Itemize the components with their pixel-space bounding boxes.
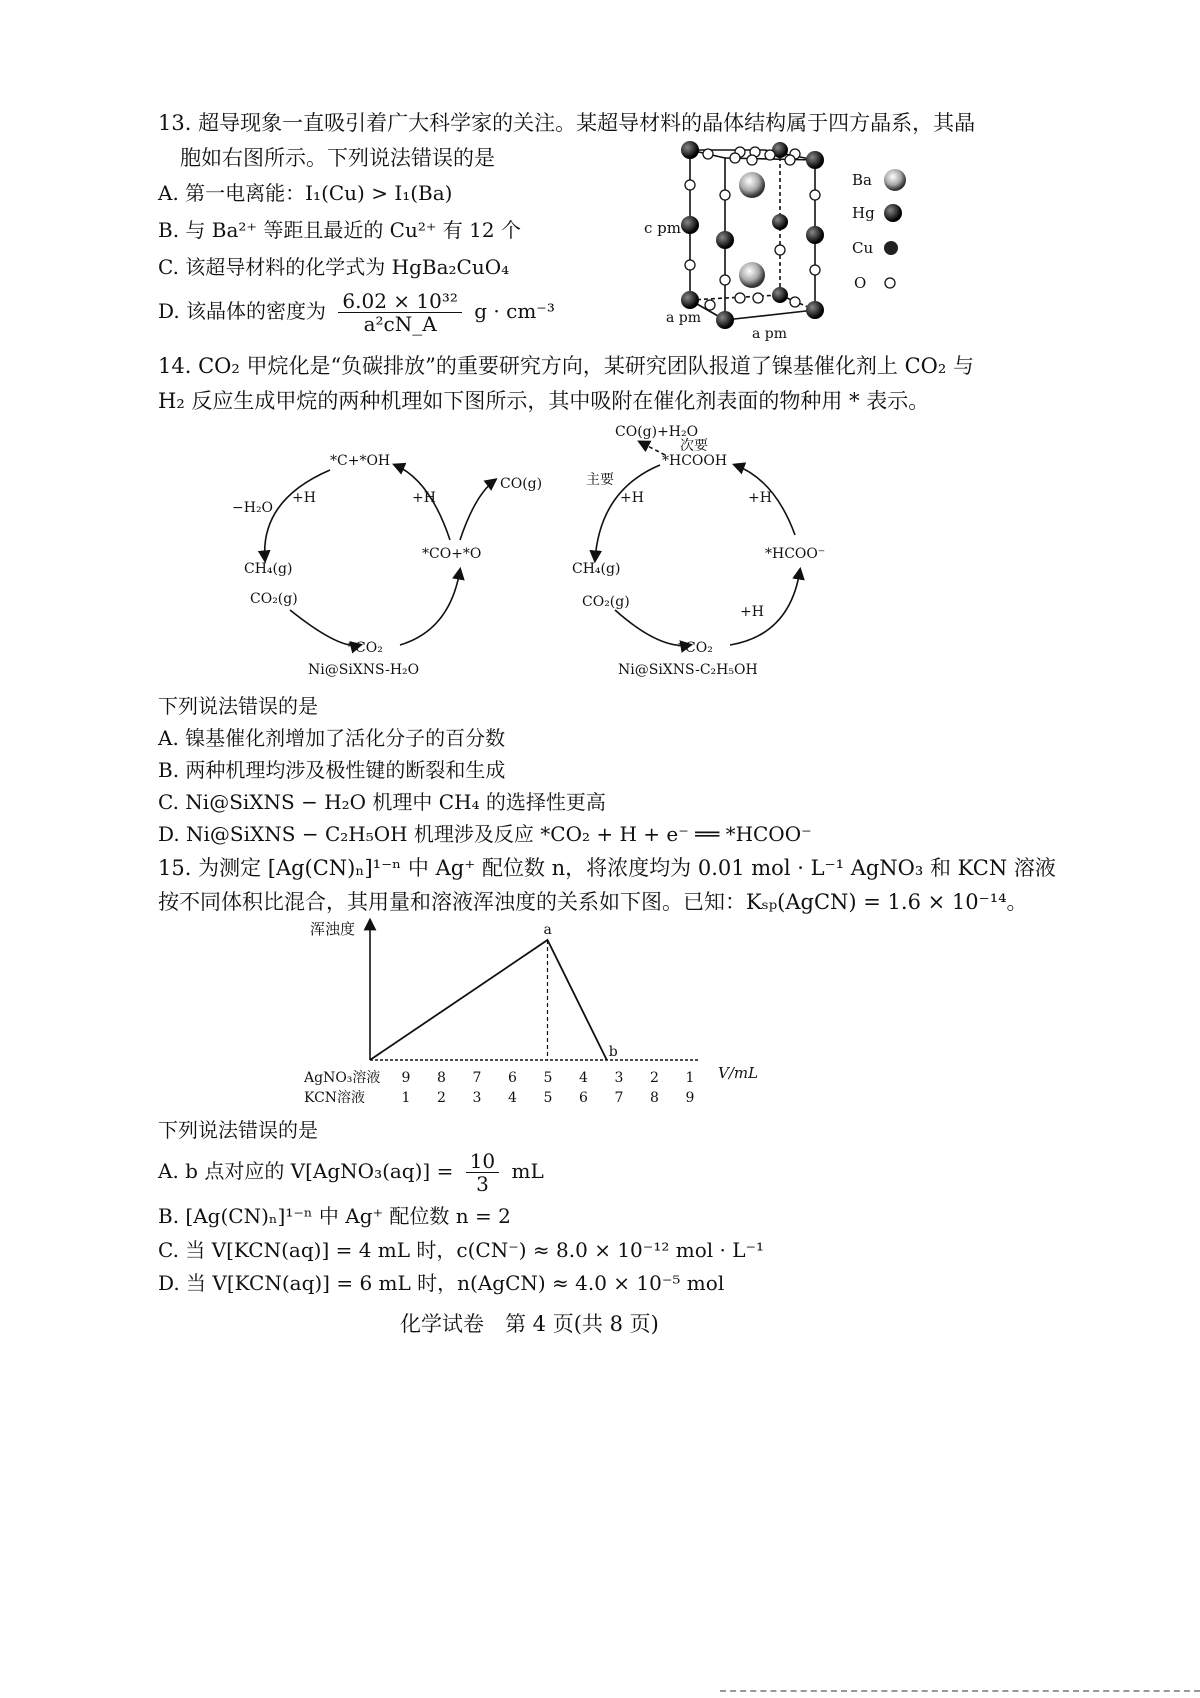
q13-option-c: C. 该超导材料的化学式为 HgBa₂CuO₄ (158, 255, 510, 279)
q14-option-c: C. Ni@SiXNS − H₂O 机理中 CH₄ 的选择性更高 (158, 790, 606, 814)
right-plus-h-2: +H (748, 490, 772, 506)
agno3-tick-label: 2 (650, 1070, 659, 1086)
left-top-species: *C+*OH (330, 453, 391, 469)
left-plus-h-1: +H (292, 490, 316, 506)
left-co2-gas: CO₂(g) (250, 591, 298, 607)
kcn-tick-label: 4 (508, 1090, 517, 1106)
right-co2-gas: CO₂(g) (582, 594, 630, 610)
q13-option-d-prefix: D. 该晶体的密度为 (158, 299, 327, 323)
q15-option-a-denominator: 3 (476, 1172, 489, 1196)
agno3-tick-label: 3 (614, 1070, 624, 1086)
hg-atoms (681, 141, 824, 329)
q15-option-a-numerator: 10 (466, 1150, 499, 1173)
q15-prompt: 下列说法错误的是 (158, 1118, 318, 1142)
q15-option-a-prefix: A. b 点对应的 V[AgNO₃(aq)] = (158, 1159, 454, 1183)
legend-ba-icon (884, 169, 906, 191)
q13-density-fraction (338, 290, 462, 335)
right-catalyst: Ni@SiXNS-C₂H₅OH (618, 662, 758, 678)
q14-prompt: 下列说法错误的是 (158, 694, 318, 718)
right-plus-h-3: +H (740, 604, 764, 620)
kcn-tick-label: 3 (472, 1090, 482, 1106)
right-minor-label: 次要 (680, 438, 708, 454)
kcn-tick-label: 1 (401, 1090, 411, 1106)
right-co2-adsorbed: *CO₂ (678, 640, 713, 656)
right-cycle-arrows (595, 442, 800, 646)
q13-option-a: A. 第一电离能：I₁(Cu) > I₁(Ba) (158, 181, 453, 205)
bottom-dashed-rule (720, 1690, 1200, 1692)
turbidity-curve (370, 940, 607, 1060)
q15-option-a (158, 1150, 544, 1195)
right-plus-h-1: +H (620, 490, 644, 506)
q15-turbidity-chart (300, 912, 780, 1112)
q13-unit-cell-figure (640, 130, 940, 345)
c-pm-label: c pm (644, 219, 681, 237)
legend-o-icon (885, 278, 895, 288)
q14-stem-line1: 14. CO₂ 甲烷化是“负碳排放”的重要研究方向，某研究团队报道了镍基催化剂上 CO₂ 与 (158, 354, 974, 378)
left-co2-adsorbed: *CO₂ (348, 640, 383, 656)
a-pm-label-left: a pm (666, 310, 702, 326)
q14-option-b: B. 两种机理均涉及极性键的断裂和生成 (158, 758, 506, 782)
right-major-label: 主要 (586, 472, 614, 488)
q13-stem-line2: 胞如右图所示。下列说法错误的是 (180, 146, 495, 170)
point-a-label: a (543, 922, 552, 938)
kcn-row-label: KCN溶液 (304, 1090, 366, 1106)
left-plus-h-2: +H (412, 490, 436, 506)
legend-ba-label: Ba (852, 171, 872, 189)
left-minus-h2o: −H₂O (232, 500, 274, 516)
q13-option-b: B. 与 Ba²⁺ 等距且最近的 Cu²⁺ 有 12 个 (158, 218, 521, 242)
agno3-tick-labels (402, 1070, 695, 1086)
agno3-tick-label: 8 (437, 1070, 446, 1086)
kcn-tick-label: 9 (685, 1090, 695, 1106)
right-ch4: CH₄(g) (572, 561, 621, 577)
legend-hg-icon (884, 204, 902, 222)
q14-option-d: D. Ni@SiXNS − C₂H₅OH 机理涉及反应 *CO₂ + H + e⁻ ══ *HCOO⁻ (158, 822, 812, 846)
left-co-o: *CO+*O (422, 546, 482, 562)
left-co-gas: CO(g) (500, 476, 543, 492)
right-hcoo: *HCOO⁻ (765, 546, 826, 562)
q15-option-c: C. 当 V[KCN(aq)] = 4 mL 时，c(CN⁻) ≈ 8.0 × 10⁻¹² mol · L⁻¹ (158, 1238, 765, 1262)
agno3-row-label: AgNO₃溶液 (304, 1070, 381, 1086)
q13-stem-line1: 13. 超导现象一直吸引着广大科学家的关注。某超导材料的晶体结构属于四方晶系，其晶 (158, 111, 976, 135)
left-catalyst: Ni@SiXNS-H₂O (308, 662, 420, 678)
agno3-tick-label: 4 (579, 1070, 588, 1086)
agno3-tick-label: 5 (543, 1070, 553, 1086)
q13-option-d (158, 290, 555, 335)
legend-cu-icon (884, 241, 898, 255)
q15-stem-line1: 15. 为测定 [Ag(CN)ₙ]¹⁻ⁿ 中 Ag⁺ 配位数 n，将浓度均为 0.01 mol · L⁻¹ AgNO₃ 和 KCN 溶液 (158, 856, 1056, 880)
kcn-tick-label: 6 (579, 1090, 588, 1106)
q14-mechanism-diagram (220, 420, 840, 690)
kcn-tick-label: 7 (614, 1090, 624, 1106)
q15-option-b: B. [Ag(CN)ₙ]¹⁻ⁿ 中 Ag⁺ 配位数 n = 2 (158, 1204, 511, 1228)
agno3-tick-label: 1 (685, 1070, 695, 1086)
agno3-tick-label: 9 (401, 1070, 411, 1086)
y-axis-label: 浑浊度 (310, 920, 356, 938)
point-b-label: b (608, 1044, 618, 1060)
kcn-tick-label: 2 (437, 1090, 446, 1106)
q15-option-a-fraction (466, 1150, 499, 1195)
legend-hg-label: Hg (852, 204, 875, 222)
right-side-product: CO(g)+H₂O (615, 424, 699, 440)
legend-o-label: O (854, 274, 867, 292)
left-ch4: CH₄(g) (244, 561, 293, 577)
page-footer: 化学试卷 第 4 页(共 8 页) (400, 1312, 659, 1336)
a-pm-label-bottom: a pm (752, 326, 788, 342)
q15-stem-line2: 按不同体积比混合，其用量和溶液浑浊度的关系如下图。已知：Kₛₚ(AgCN) = 1.6 × 10⁻¹⁴。 (158, 890, 1028, 914)
ba-atoms (739, 172, 765, 288)
legend-cu-label: Cu (852, 239, 874, 257)
q14-stem-line2: H₂ 反应生成甲烷的两种机理如下图所示，其中吸附在催化剂表面的物种用 * 表示。 (158, 389, 930, 413)
kcn-tick-label: 8 (650, 1090, 659, 1106)
q13-density-numerator: 6.02 × 10³² (338, 290, 462, 313)
agno3-tick-label: 6 (508, 1070, 517, 1086)
q13-density-unit: g · cm⁻³ (474, 299, 555, 323)
x-axis-label: V/mL (718, 1064, 759, 1082)
q13-density-denominator: a²cN_A (363, 312, 437, 336)
right-top-species: *HCOOH (662, 453, 728, 469)
kcn-tick-label: 5 (543, 1090, 553, 1106)
q14-option-a: A. 镍基催化剂增加了活化分子的百分数 (158, 726, 506, 750)
kcn-tick-labels (402, 1090, 695, 1106)
q15-option-d: D. 当 V[KCN(aq)] = 6 mL 时，n(AgCN) ≈ 4.0 × 10⁻⁵ mol (158, 1271, 725, 1295)
q15-option-a-unit: mL (511, 1159, 544, 1183)
agno3-tick-label: 7 (472, 1070, 482, 1086)
